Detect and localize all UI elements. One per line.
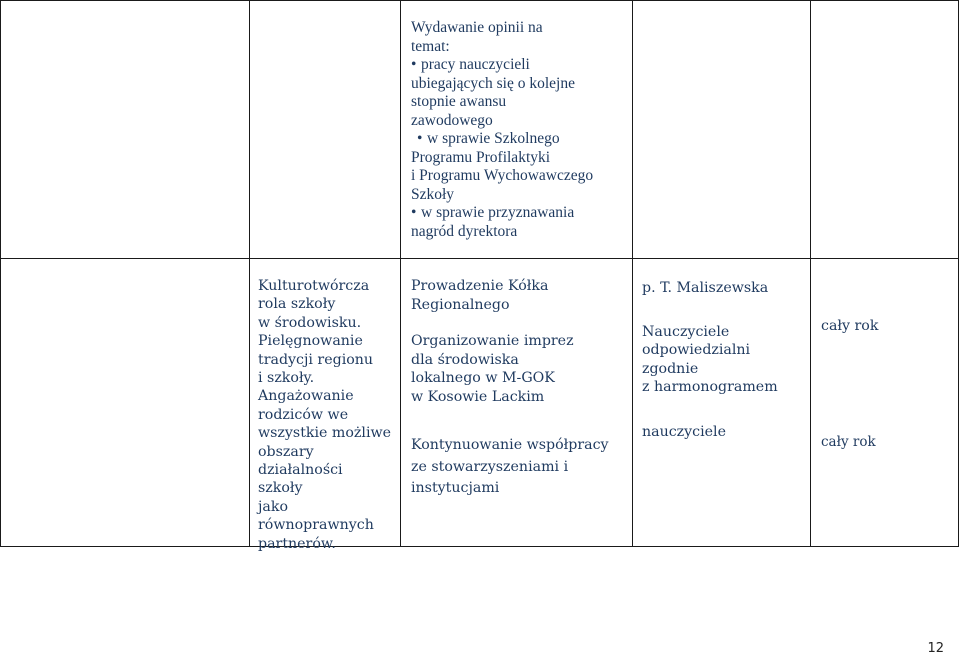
opinions-bullet-item: • w sprawie przyznawania: [411, 204, 575, 221]
responsible-line: p. T. Maliszewska: [642, 280, 769, 296]
task-line: Kontynuowanie współpracy: [411, 437, 609, 453]
cell-responsible: [642, 279, 778, 441]
opinions-bullet-item: • w sprawie Szkolnego: [417, 130, 560, 147]
cell-goal-description: Kulturotwórcza rola szkoły w środowisku. Pielęgnowanie tradycji regionu i szkoły. Angażowanie rodziców we wszystkie możliwe obszary działalności szkoły jako równoprawnych partnerów.: [258, 278, 392, 552]
opinions-bullet-continuation: stopnie awansu: [411, 93, 507, 110]
date-text: cały rok: [821, 434, 876, 450]
task-line: lokalnego w M-GOK: [411, 370, 555, 386]
task-line: w Kosowie Lackim: [411, 388, 545, 405]
bullet-icon: •: [417, 130, 423, 147]
cell-tasks: [411, 277, 609, 498]
cell-opinions: [411, 19, 593, 241]
table-border-top: [0, 0, 959, 1]
table-col-divider-1: [249, 0, 250, 547]
opinions-bullet-item: • pracy nauczycieli: [411, 56, 530, 73]
opinions-bullet-continuation: Programu Profilaktyki: [411, 148, 551, 166]
opinions-bullet-continuation: i Programu Wychowawczego: [411, 167, 594, 184]
opinions-bullet-continuation: Szkoły: [411, 185, 455, 203]
table-border-right: [958, 0, 959, 547]
task-line: ze stowarzyszeniami i: [411, 458, 569, 475]
table-row-divider: [0, 258, 959, 259]
table-col-divider-2: [400, 0, 401, 547]
task-line: Prowadzenie Kółka: [411, 278, 549, 294]
cell-date-2: [821, 433, 876, 452]
page-number: 12: [927, 641, 944, 656]
table-col-divider-4: [810, 0, 811, 547]
table-col-divider-3: [632, 0, 633, 547]
responsible-line: Nauczyciele: [642, 323, 730, 340]
responsible-line: odpowiedzialni: [642, 342, 751, 358]
bullet-icon: •: [411, 56, 417, 73]
opinions-bullet-continuation: ubiegających się o kolejne: [411, 74, 575, 92]
task-line: dla środowiska: [411, 351, 519, 368]
task-line: Organizowanie imprez: [411, 333, 574, 349]
table-border-left: [0, 0, 1, 547]
task-line: instytucjami: [411, 480, 500, 496]
opinions-intro-line: temat:: [411, 37, 450, 55]
opinions-bullet-continuation: zawodowego: [411, 111, 493, 129]
date-text: cały rok: [821, 318, 879, 334]
responsible-line: z harmonogramem: [642, 379, 778, 395]
opinions-bullet-continuation: nagród dyrektora: [411, 222, 518, 240]
responsible-line: nauczyciele: [642, 423, 726, 440]
opinions-intro-line: Wydawanie opinii na: [411, 19, 543, 36]
task-line: Regionalnego: [411, 296, 510, 313]
cell-date-1: [821, 317, 878, 336]
table-border-bottom: [0, 546, 959, 547]
responsible-line: zgodnie: [642, 360, 699, 377]
bullet-icon: •: [411, 204, 417, 221]
